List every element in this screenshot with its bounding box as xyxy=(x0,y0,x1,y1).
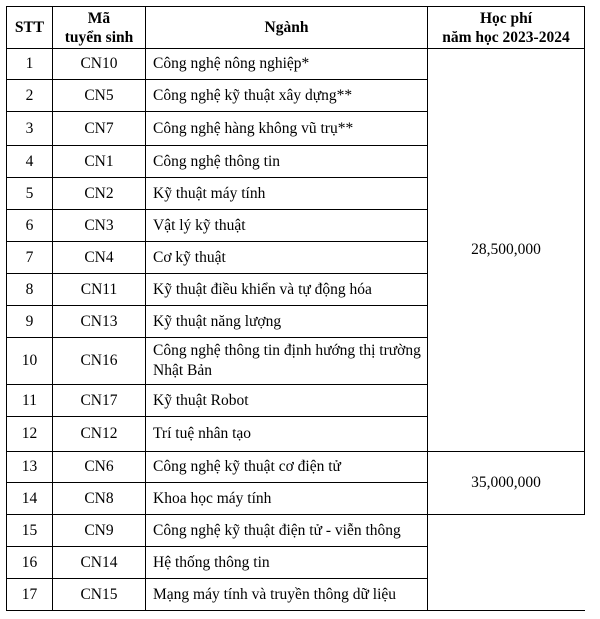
cell-stt: 14 xyxy=(7,483,53,515)
header-ma-line1: Mã xyxy=(87,9,111,27)
cell-nganh: Vật lý kỹ thuật xyxy=(146,210,428,242)
fee-group-1: 28,500,000 xyxy=(428,49,585,452)
cell-ma: CN8 xyxy=(53,483,146,515)
cell-stt: 17 xyxy=(7,579,53,611)
cell-nganh: Công nghệ hàng không vũ trụ** xyxy=(146,112,428,146)
cell-ma: CN4 xyxy=(53,242,146,274)
cell-ma: CN6 xyxy=(53,452,146,483)
cell-ma: CN7 xyxy=(53,112,146,146)
cell-nganh: Trí tuệ nhân tạo xyxy=(146,417,428,452)
cell-stt: 9 xyxy=(7,306,53,338)
cell-stt: 2 xyxy=(7,80,53,112)
cell-stt: 3 xyxy=(7,112,53,146)
cell-stt: 10 xyxy=(7,338,53,385)
table-row xyxy=(7,515,585,547)
cell-ma: CN15 xyxy=(53,579,146,611)
fee-group-3-empty xyxy=(428,515,585,611)
header-row xyxy=(7,7,585,49)
cell-ma: CN1 xyxy=(53,146,146,178)
header-ma-line2: tuyển sinh xyxy=(64,28,134,46)
cell-nganh: Công nghệ thông tin định hướng thị trường Nhật Bản xyxy=(146,338,428,385)
cell-ma: CN5 xyxy=(53,80,146,112)
cell-stt: 8 xyxy=(7,274,53,306)
header-nganh: Ngành xyxy=(146,7,428,49)
header-hoc-phi xyxy=(428,7,585,49)
cell-stt: 12 xyxy=(7,417,53,452)
cell-ma: CN13 xyxy=(53,306,146,338)
cell-stt: 11 xyxy=(7,385,53,417)
cell-stt: 16 xyxy=(7,547,53,579)
cell-stt: 15 xyxy=(7,515,53,547)
cell-stt: 5 xyxy=(7,178,53,210)
cell-nganh: Công nghệ nông nghiệp* xyxy=(146,49,428,80)
table-row xyxy=(7,452,585,483)
cell-nganh: Mạng máy tính và truyền thông dữ liệu xyxy=(146,579,428,611)
cell-ma: CN17 xyxy=(53,385,146,417)
cell-nganh: Hệ thống thông tin xyxy=(146,547,428,579)
header-fee-line1: Học phí xyxy=(479,9,533,27)
cell-nganh: Công nghệ thông tin xyxy=(146,146,428,178)
cell-nganh: Kỹ thuật năng lượng xyxy=(146,306,428,338)
cell-ma: CN11 xyxy=(53,274,146,306)
cell-nganh: Khoa học máy tính xyxy=(146,483,428,515)
cell-stt: 13 xyxy=(7,452,53,483)
cell-stt: 4 xyxy=(7,146,53,178)
header-fee-line2: năm học 2023-2024 xyxy=(442,28,570,46)
cell-nganh: Kỹ thuật Robot xyxy=(146,385,428,417)
table-row xyxy=(7,49,585,80)
header-stt: STT xyxy=(7,7,53,49)
cell-nganh: Công nghệ kỹ thuật cơ điện tử xyxy=(146,452,428,483)
cell-ma: CN12 xyxy=(53,417,146,452)
cell-stt: 7 xyxy=(7,242,53,274)
cell-nganh: Công nghệ kỹ thuật điện tử - viễn thông xyxy=(146,515,428,547)
tuition-table xyxy=(6,6,585,611)
header-ma-tuyen-sinh xyxy=(53,7,146,49)
cell-stt: 6 xyxy=(7,210,53,242)
cell-ma: CN9 xyxy=(53,515,146,547)
cell-stt: 1 xyxy=(7,49,53,80)
cell-nganh: Kỹ thuật điều khiển và tự động hóa xyxy=(146,274,428,306)
cell-ma: CN2 xyxy=(53,178,146,210)
fee-group-2: 35,000,000 xyxy=(428,452,585,515)
cell-ma: CN3 xyxy=(53,210,146,242)
cell-ma: CN14 xyxy=(53,547,146,579)
cell-ma: CN16 xyxy=(53,338,146,385)
cell-nganh: Kỹ thuật máy tính xyxy=(146,178,428,210)
cell-nganh: Cơ kỹ thuật xyxy=(146,242,428,274)
cell-nganh: Công nghệ kỹ thuật xây dựng** xyxy=(146,80,428,112)
cell-ma: CN10 xyxy=(53,49,146,80)
